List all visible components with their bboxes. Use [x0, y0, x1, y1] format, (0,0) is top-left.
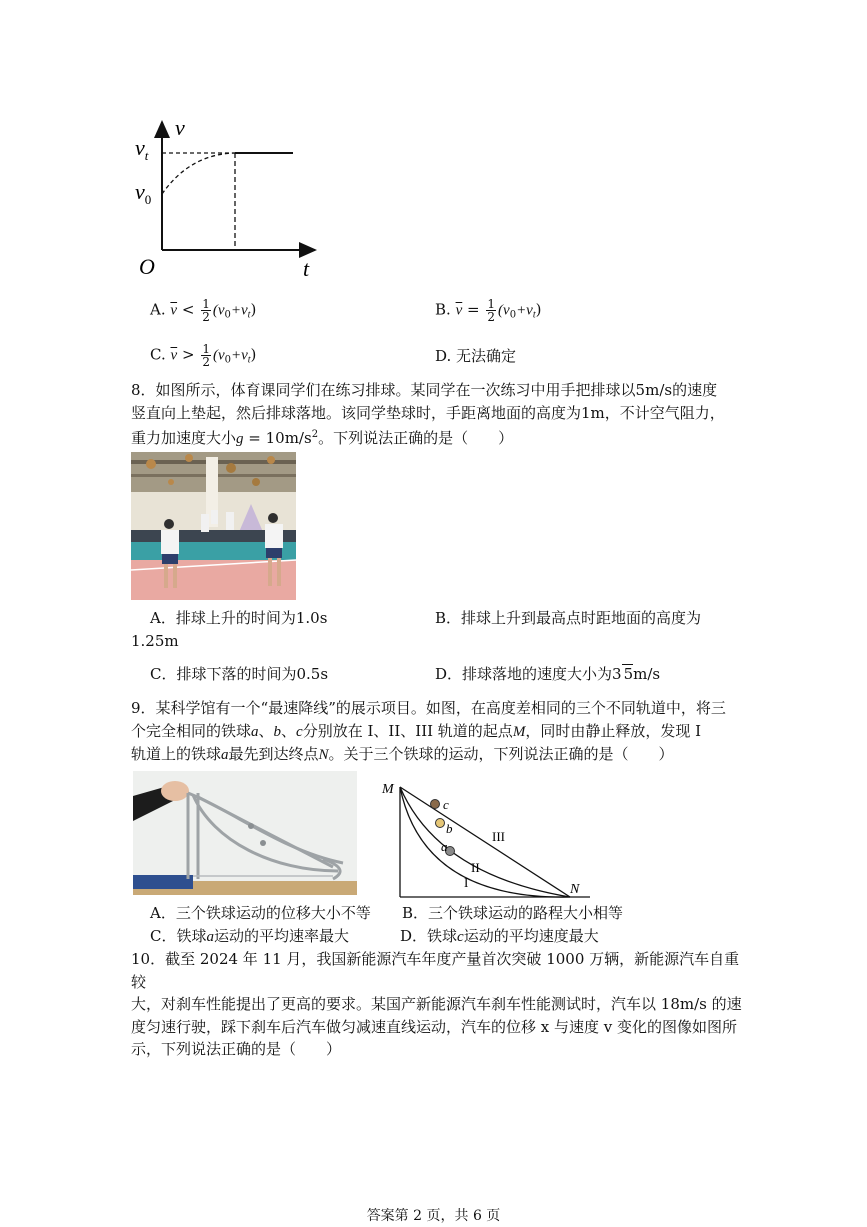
- q10-stem: 10．截至 2024 年 11 月，我国新能源汽车年度产量首次突破 1000 万辆，新能源汽车自重较 大，对刹车性能提出了更高的要求。某国产新能源汽车刹车性能测试时，汽车以 18m/s 的速 度匀速行驶，踩下刹车后汽车做匀减速直线运动，汽车的位移 x 与速度 v 变化的图像如图所 示，下列说法正确的是（ ）: [131, 950, 742, 1058]
- q9-option-b[interactable]: B．三个铁球运动的路程大小相等: [402, 904, 624, 922]
- label-iii: III: [492, 829, 505, 844]
- q8-option-b[interactable]: B．排球上升到最高点时距地面的高度为: [435, 609, 702, 627]
- label-i: I: [464, 875, 469, 890]
- page-footer: 答案第 2 页，共 6 页: [366, 1208, 501, 1224]
- volleyball-practice-photo: [131, 452, 296, 600]
- label-b: b: [446, 821, 453, 836]
- vt-label: $v_t$: [135, 135, 149, 163]
- label-ii: II: [471, 860, 480, 875]
- q8-option-a[interactable]: A．排球上升的时间为1.0s: [150, 609, 328, 627]
- q7-option-a[interactable]: A. $\overline{v}$ < $\frac{1}{2}$ $(v_0+v_t)$: [150, 297, 257, 324]
- label-M: M: [382, 782, 394, 797]
- ball-c: [431, 800, 440, 809]
- v0-label: $v_0$: [135, 179, 152, 207]
- ball-b: [436, 819, 445, 828]
- q9-stem: 9．某科学馆有一个“最速降线”的展示项目。如图，在高度差相同的三个不同轨道中，将三 个完全相同的铁球a、b、c分别放在 I、II、III 轨道的起点M，同时由静止释放，发现 I 轨道上的铁球a最先到达终点N。关于三个铁球的运动，下列说法正确的是（ ）: [131, 699, 726, 763]
- q9-option-c[interactable]: C．铁球a运动的平均速率最大: [150, 927, 349, 945]
- q8-option-d[interactable]: D．排球落地的速度大小为3 5m/s: [435, 665, 661, 683]
- q7-option-c[interactable]: C. $\overline{v}$ > $\frac{1}{2}$ $(v_0+v_t)$: [150, 342, 257, 369]
- v-axis-label: v: [175, 115, 185, 140]
- q8-option-c[interactable]: C．排球下落的时间为0.5s: [150, 665, 329, 683]
- track-iii: [400, 787, 570, 897]
- q8-stem: 8．如图所示，体育课同学们在练习排球。某同学在一次练习中用手把排球以5m/s的速度 竖直向上垫起，然后排球落地。该同学垫球时，手距离地面的高度为1m，不计空气阻力， 重力加速度大小$g = 10m/s^2$。下列说法正确的是（ ）: [131, 381, 725, 447]
- velocity-curve: [162, 153, 235, 194]
- brachistochrone-photo: [133, 771, 357, 895]
- origin-label: O: [139, 254, 155, 279]
- label-N: N: [570, 882, 580, 897]
- label-c: c: [443, 797, 449, 812]
- q9-option-a[interactable]: A．三个铁球运动的位移大小不等: [150, 904, 371, 922]
- label-a: a: [441, 839, 448, 854]
- q7-option-b[interactable]: B. $\overline{v}$ = $\frac{1}{2}$ $(v_0+v_t)$: [435, 297, 542, 324]
- q8-option-b-cont: 1.25m: [131, 632, 179, 650]
- q9-option-d[interactable]: D．铁球c运动的平均速度最大: [400, 927, 599, 945]
- t-axis-label: t: [303, 256, 310, 281]
- v-t-graph: [125, 112, 330, 282]
- q7-option-d[interactable]: D. 无法确定: [435, 347, 517, 365]
- track-diagram: [378, 775, 593, 900]
